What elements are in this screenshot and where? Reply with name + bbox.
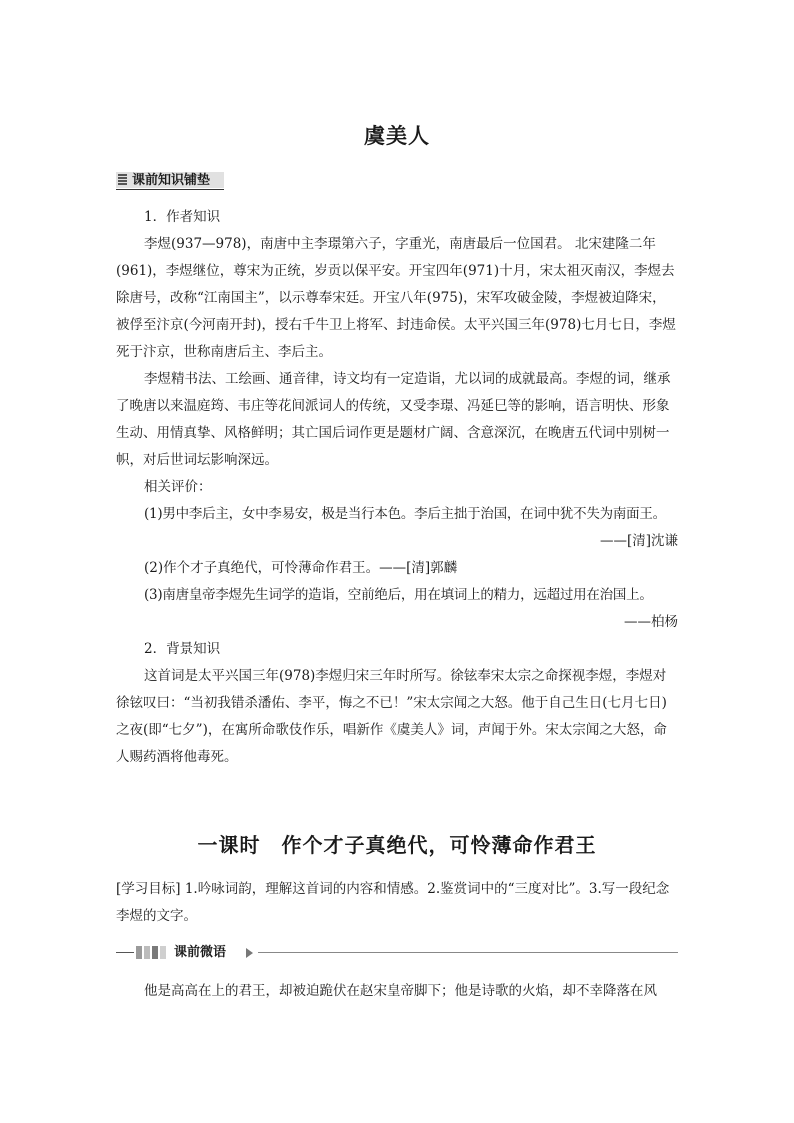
evaluation-1-source: ——[清]沈谦 — [599, 533, 678, 549]
intro-paragraph — [116, 978, 678, 1005]
subheader-left-line — [116, 952, 134, 953]
triangle-right-icon — [246, 948, 253, 958]
author-knowledge-block — [116, 204, 678, 771]
background-heading: 2．背景知识 — [144, 641, 221, 657]
page-title: 虞美人 — [364, 123, 430, 148]
section-header-label: 课前知识铺垫 — [132, 173, 211, 188]
author-heading: 1．作者知识 — [144, 209, 221, 225]
evaluation-1: (1)男中李后主，女中李易安，极是当行本色。李后主拙于治国，在词中犹不失为南面王。 — [144, 506, 666, 522]
background-paragraph: 这首词是太平兴国三年(978)李煜归宋三年时所写。徐铉奉宋太宗之命探视李煜，李煜对徐铉叹曰：“当初我错杀潘佑、李平，悔之不已！”宋太宗闻之大怒。他于自己生日(七月七日)之夜(即“七夕”)，在寓所命歌伎作乐，唱新作《虞美人》词，声闻于外。宋太宗闻之大怒，命人赐药酒将他毒死。 — [116, 668, 667, 765]
evaluation-3: (3)南唐皇帝李煜先生词学的造诣，空前绝后，用在填词上的精力，远超过用在治国上。 — [144, 587, 653, 603]
subheader-right-line — [258, 952, 678, 953]
learning-objectives — [116, 876, 678, 930]
objectives-label: [学习目标] — [116, 881, 181, 897]
subheader-prelesson-words — [116, 943, 678, 963]
objectives-text: 1.吟咏词韵，理解这首词的内容和情感。2.鉴赏词中的“三度对比”。3.写一段纪念李煜的文字。 — [116, 881, 670, 924]
evaluation-2: (2)作个才子真绝代，可怜薄命作君王。——[清]郭麟 — [144, 560, 458, 576]
evaluation-heading: 相关评价： — [144, 479, 212, 495]
intro-text: 他是高高在上的君王，却被迫跪伏在赵宋皇帝脚下；他是诗歌的火焰，却不幸降落在风 — [144, 983, 657, 999]
author-paragraph-2: 李煜精书法、工绘画、通音律，诗文均有一定造诣，尤以词的成就最高。李煜的词，继承了晚唐以来温庭筠、韦庄等花间派词人的传统，又受李璟、冯延巳等的影响，语言明快、形象生动、用情真挚、风格鲜明；其亡国后词作更是题材广阔、含意深沉，在晚唐五代词中别树一帜，对后世词坛影响深远。 — [116, 371, 671, 468]
section-marker-icon — [118, 174, 127, 185]
section-header-prelesson — [116, 171, 676, 191]
evaluation-3-source: ——柏杨 — [624, 614, 678, 630]
author-paragraph-1: 李煜(937—978)，南唐中主李璟第六子，字重光，南唐最后一位国君。 北宋建隆二年(961)，李煜继位，尊宋为正统，岁贡以保平安。开宝四年(971)十月，宋太祖灭南汉，李煜去除唐号，改称“江南国主”，以示尊奉宋廷。开宝八年(975)，宋军攻破金陵，李煜被迫降宋，被俘至汴京(今河南开封)，授右千牛卫上将军、封违命侯。太平兴国三年(978)七月七日，李煜死于汴京，世称南唐后主、李后主。 — [116, 236, 676, 360]
subheader-label: 课前微语 — [174, 945, 227, 960]
section-header-underline — [116, 189, 224, 190]
lesson-title: 一课时 作个才子真绝代，可怜薄命作君王 — [197, 833, 597, 857]
